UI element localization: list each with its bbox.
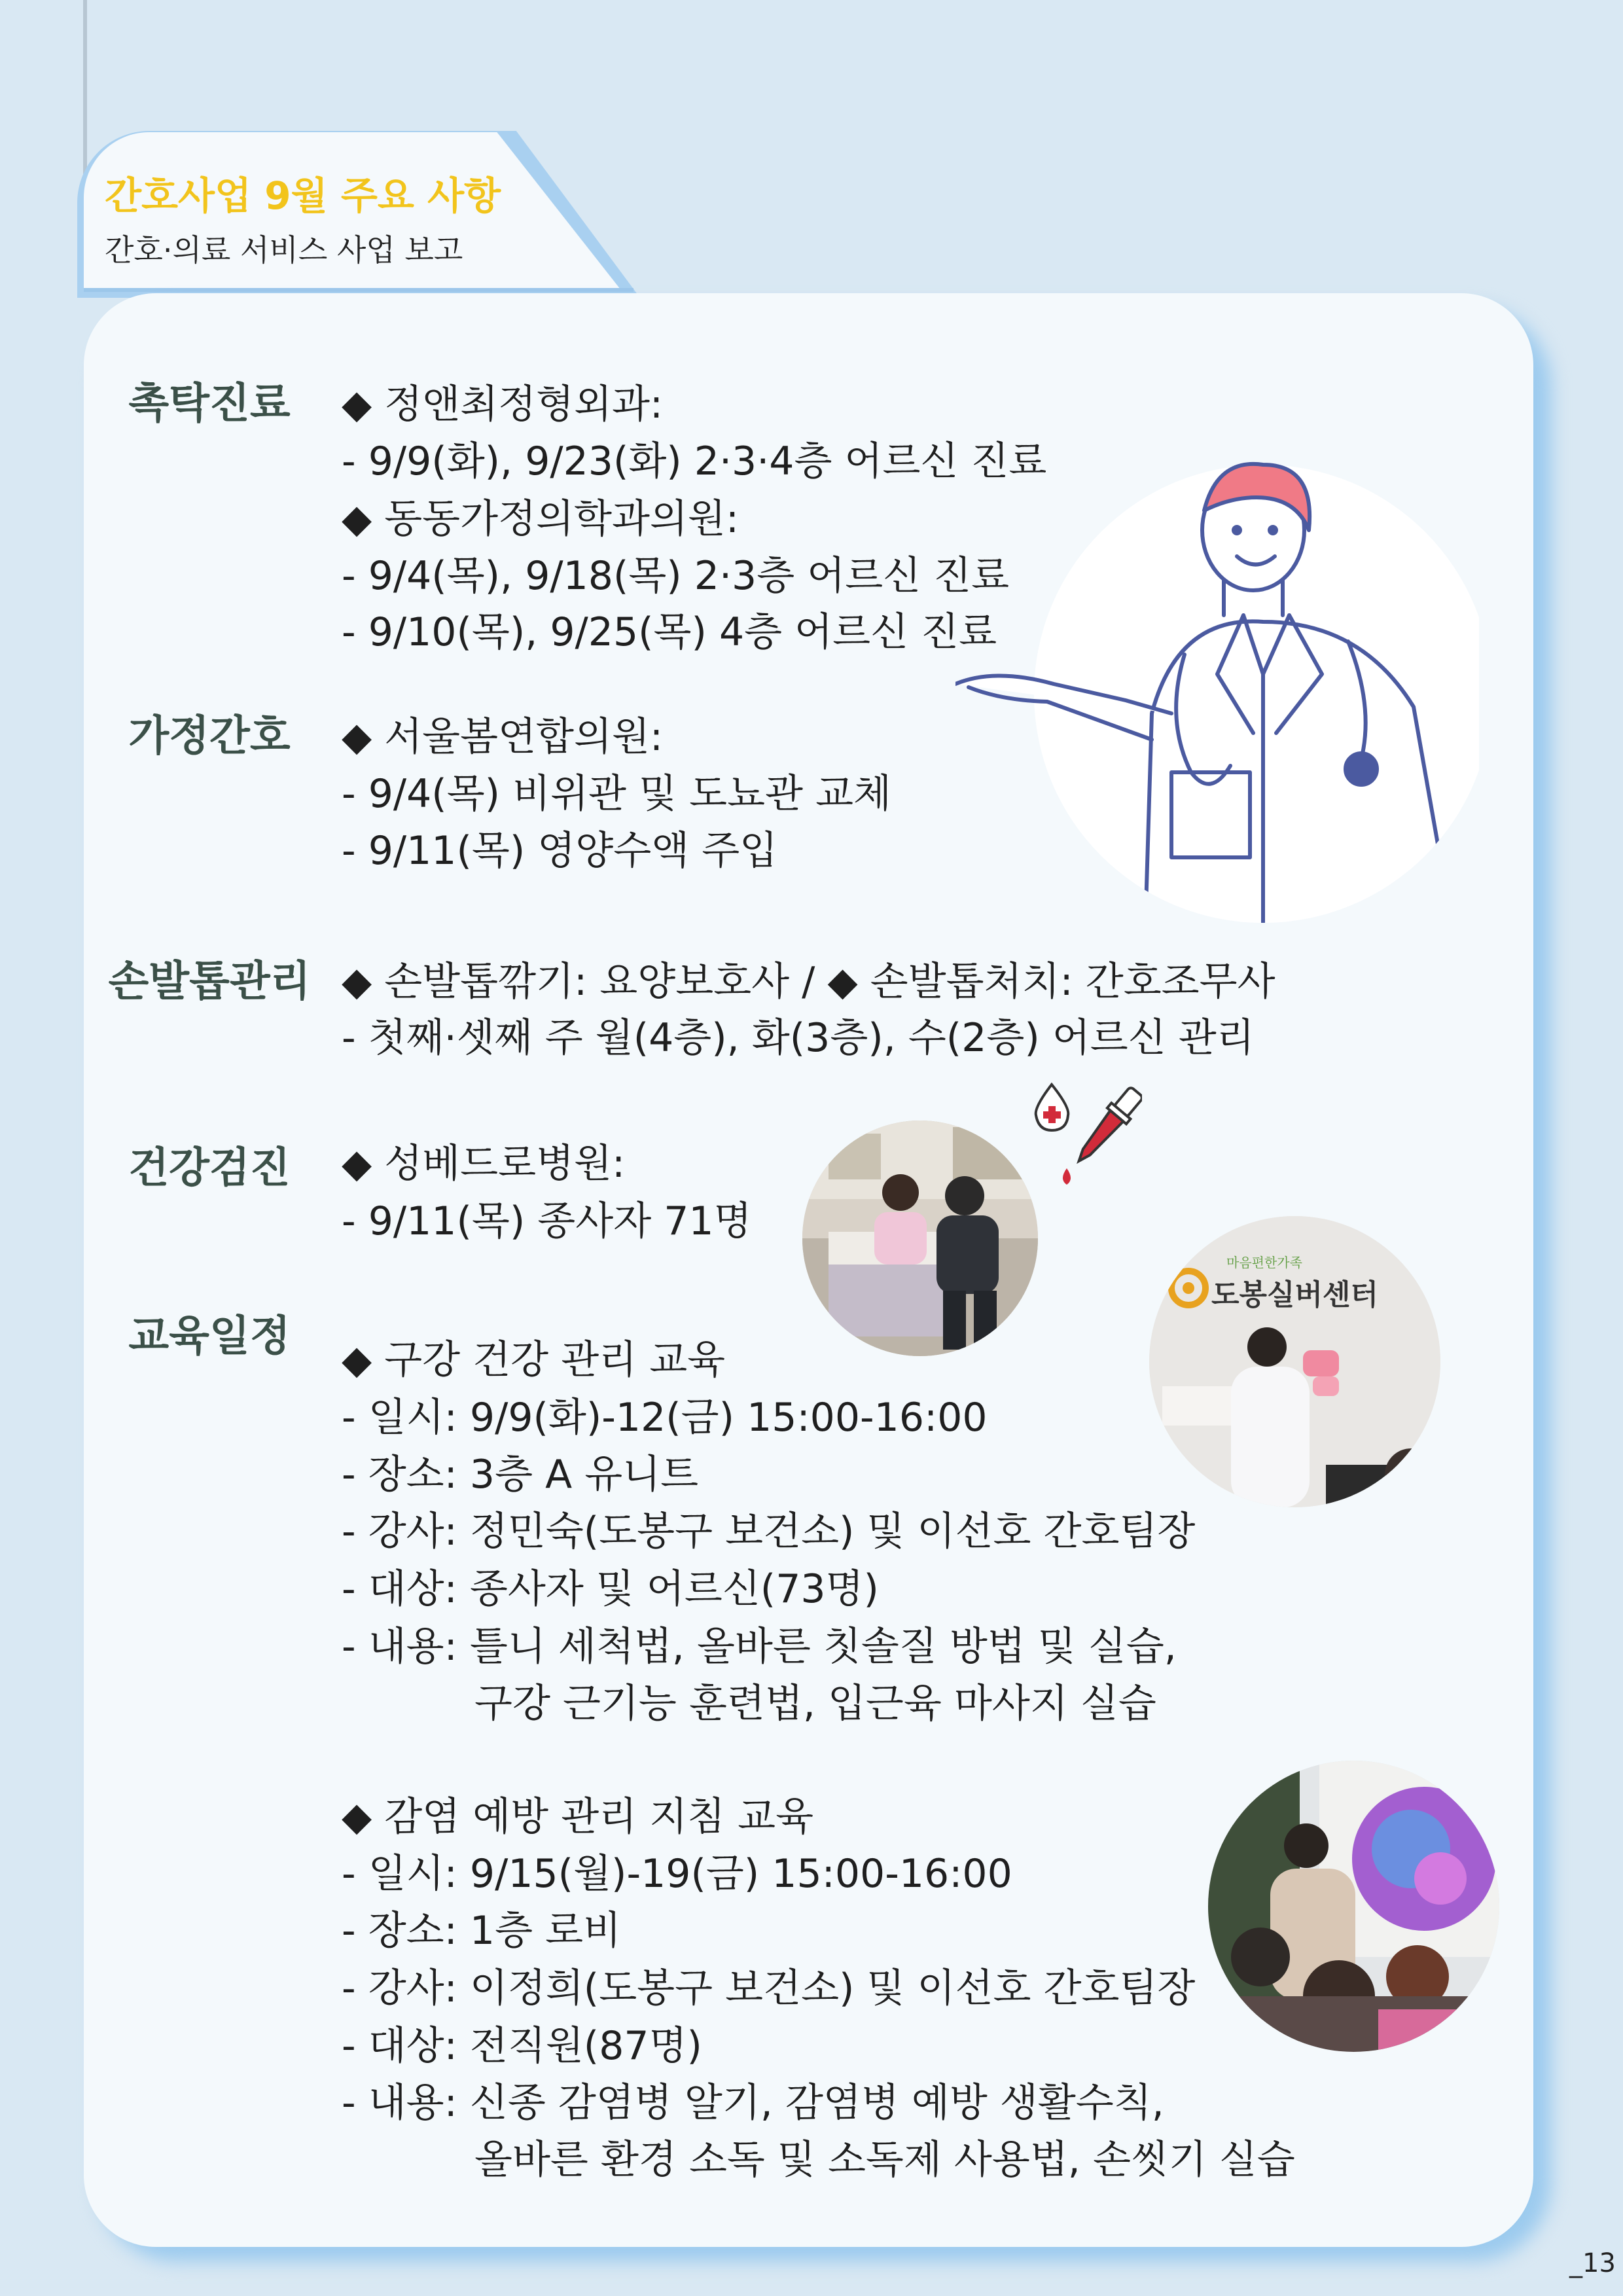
category-education: 교육일정 xyxy=(128,1312,291,1361)
header-underline xyxy=(84,288,633,292)
category-home-nursing: 가정간호 xyxy=(128,712,291,761)
education-course2-line-7: 올바른 환경 소독 및 소독제 사용법, 손씻기 실습 xyxy=(474,2137,1295,2183)
page-title: 간호사업 9월 주요 사항 xyxy=(105,173,501,218)
signage-line-2: 도봉실버센터 xyxy=(1211,1278,1379,1312)
category-nail-care: 손발톱관리 xyxy=(108,958,311,1006)
clinic-line-5: - 9/10(목), 9/25(목) 4층 어르신 진료 xyxy=(342,609,997,655)
education-course1-line-2: - 일시: 9/9(화)-12(금) 15:00-16:00 xyxy=(342,1395,988,1441)
doctor-illustration-icon xyxy=(955,458,1479,929)
checkup-photo xyxy=(802,1121,1038,1356)
signage-line-1: 마음편한가족 xyxy=(1226,1255,1302,1270)
education-course1-line-5: - 대상: 종사자 및 어르신(73명) xyxy=(342,1566,879,1612)
category-checkup: 건강검진 xyxy=(128,1144,291,1193)
education-course2-line-3: - 장소: 1층 로비 xyxy=(342,1908,622,1954)
education-course1-line-3: - 장소: 3층 A 유니트 xyxy=(342,1452,699,1498)
education-course2-line-1: ◆ 감염 예방 관리 지침 교육 xyxy=(342,1794,814,1840)
education-course1-line-7: 구강 근기능 훈련법, 입근육 마사지 실습 xyxy=(474,1681,1156,1727)
nail-care-line-2: - 첫째·셋째 주 월(4층), 화(3층), 수(2층) 어르신 관리 xyxy=(342,1015,1255,1061)
category-clinic: 촉탁진료 xyxy=(128,380,291,428)
education-course2-line-4: - 강사: 이정희(도봉구 보건소) 및 이선호 간호팀장 xyxy=(342,1965,1196,2011)
checkup-line-1: ◆ 성베드로병원: xyxy=(342,1141,626,1187)
home-nursing-line-1: ◆ 서울봄연합의원: xyxy=(342,714,664,760)
infection-education-photo xyxy=(1208,1761,1499,2052)
clinic-line-2: - 9/9(화), 9/23(화) 2·3·4층 어르신 진료 xyxy=(342,439,1047,484)
page-subtitle: 간호·의료 서비스 사업 보고 xyxy=(105,232,463,268)
education-course1-line-6: - 내용: 틀니 세척법, 올바른 칫솔질 방법 및 실습, xyxy=(342,1624,1177,1670)
home-nursing-line-2: - 9/4(목) 비위관 및 도뇨관 교체 xyxy=(342,771,891,817)
oral-education-photo xyxy=(1149,1216,1440,1507)
education-course2-line-5: - 대상: 전직원(87명) xyxy=(342,2023,702,2069)
education-course1-line-1: ◆ 구강 건강 관리 교육 xyxy=(342,1337,726,1383)
education-course2-line-2: - 일시: 9/15(월)-19(금) 15:00-16:00 xyxy=(342,1851,1012,1897)
education-course2-line-6: - 내용: 신종 감염병 알기, 감염병 예방 생활수칙, xyxy=(342,2080,1164,2126)
nail-care-line-1: ◆ 손발톱깎기: 요양보호사 / ◆ 손발톱처치: 간호조무사 xyxy=(342,959,1275,1005)
checkup-line-2: - 9/11(목) 종사자 71명 xyxy=(342,1198,752,1244)
home-nursing-line-3: - 9/11(목) 영양수액 주입 xyxy=(342,828,778,874)
clinic-line-1: ◆ 정앤최정형외과: xyxy=(342,382,664,427)
clinic-line-4: - 9/4(목), 9/18(목) 2·3층 어르신 진료 xyxy=(342,553,1010,599)
page-number: _13 xyxy=(1569,2248,1616,2278)
education-course1-line-4: - 강사: 정민숙(도봉구 보건소) 및 이선호 간호팀장 xyxy=(342,1509,1196,1554)
dropper-icon xyxy=(1054,1086,1142,1191)
clinic-line-3: ◆ 동동가정의학과의원: xyxy=(342,496,740,542)
